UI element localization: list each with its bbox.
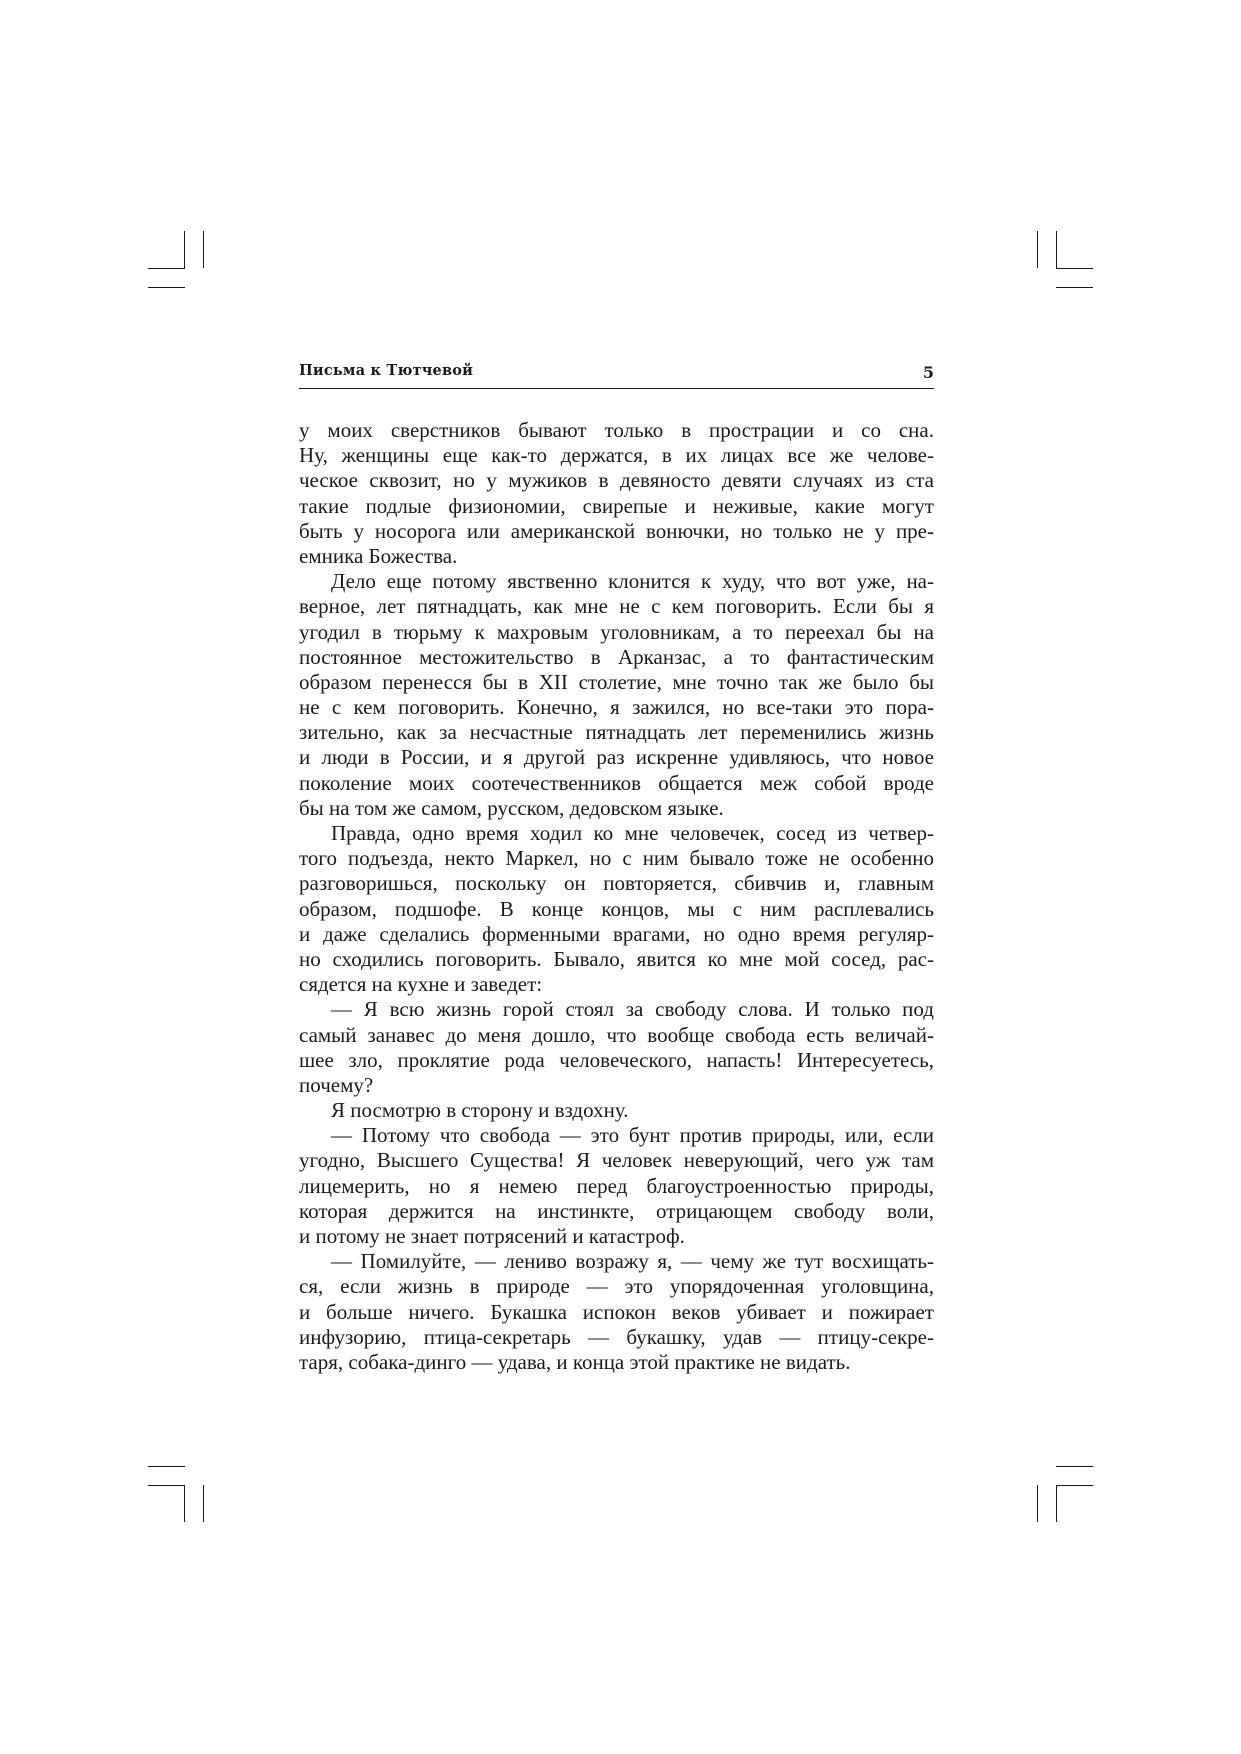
text-line: такие подлые физиономии, свирепые и неживые, какие могут xyxy=(299,493,934,518)
text-line: того подъезда, некто Маркел, но с ним бывало тоже не особенно xyxy=(299,846,934,871)
crop-mark xyxy=(1056,1485,1093,1486)
text-line: поколение моих соотечественников общается меж собой вроде xyxy=(299,770,934,795)
text-line: у моих сверстников бывают только в прострации и со сна. xyxy=(299,418,934,442)
crop-mark xyxy=(148,1466,185,1467)
text-line: быть у носорога или американской вонючки, но только не у пре- xyxy=(299,518,934,543)
paragraph-first-line: — Помилуйте, — лениво возражу я, — чему же тут восхищать- xyxy=(331,1249,934,1274)
paragraph-first-line: Дело еще потому явственно клонится к худу, что вот уже, на- xyxy=(331,569,934,594)
text-line: угодил в тюрьму к махровым уголовникам, а то переехал бы на xyxy=(299,619,934,644)
text-line: но сходились поговорить. Бывало, явится ко мне мой сосед, рас- xyxy=(299,946,934,971)
text-line: лицемерить, но я немею перед благоустроенностью природы, xyxy=(299,1173,934,1198)
crop-mark xyxy=(184,231,185,268)
text-line: зительно, как за несчастные пятнадцать лет переменились жизнь xyxy=(299,720,934,745)
text-line: не с кем поговорить. Конечно, я зажился, но все-таки это пора- xyxy=(299,695,934,720)
text-line: шее зло, проклятие рода человеческого, напасть! Интересуетесь, xyxy=(299,1047,934,1072)
text-line: образом, подшофе. В конце концов, мы с ним расплевались xyxy=(299,896,934,921)
text-line: угодно, Высшего Существа! Я человек неверующий, чего уж там xyxy=(299,1148,934,1173)
crop-mark xyxy=(203,1485,204,1522)
text-line: которая держится на инстинкте, отрицающем свободу воли, xyxy=(299,1198,934,1223)
crop-mark xyxy=(1056,231,1057,268)
text-line: емника Божества. xyxy=(299,543,458,568)
crop-mark xyxy=(184,1485,185,1522)
text-line: и даже сделались форменными врагами, но одно время регуляр- xyxy=(299,921,934,946)
text-line: и потому не знает потрясений и катастроф. xyxy=(299,1224,685,1248)
paragraph-first-line: Я посмотрю в сторону и вздохну. xyxy=(331,1098,629,1123)
text-line: самый занавес до меня дошло, что вообще свобода есть величай- xyxy=(299,1022,934,1047)
crop-mark xyxy=(203,231,204,268)
page-number: 5 xyxy=(922,363,934,382)
text-line: Ну, женщины еще как-то держатся, в их лицах все же челове- xyxy=(299,443,934,468)
crop-mark xyxy=(148,1485,185,1486)
text-line: ся, если жизнь в природе — это упорядоченная уголовщина, xyxy=(299,1274,934,1299)
text-line: разговоришься, поскольку он повторяется, сбивчив и, главным xyxy=(299,871,934,896)
crop-mark xyxy=(1056,1466,1093,1467)
crop-mark xyxy=(1056,268,1093,269)
text-line: сядется на кухне и заведет: xyxy=(299,972,543,997)
text-line: и больше ничего. Букашка испокон веков убивает и пожирает xyxy=(299,1299,934,1324)
text-line: и люди в России, и я другой раз искренне удивляюсь, что новое xyxy=(299,745,934,770)
body-text xyxy=(299,418,934,1375)
running-head xyxy=(299,358,934,389)
crop-mark xyxy=(148,268,185,269)
paragraph-first-line: Правда, одно время ходил ко мне человечек, сосед из четвер- xyxy=(331,821,934,845)
paragraph-first-line: — Потому что свобода — это бунт против природы, или, если xyxy=(331,1123,934,1148)
text-line: бы на том же самом, русском, дедовском языке. xyxy=(299,795,724,820)
crop-mark xyxy=(1056,1485,1057,1522)
crop-mark xyxy=(1056,287,1093,288)
text-line: постоянное местожительство в Арканзас, а то фантастическим xyxy=(299,644,934,669)
text-line: таря, собака-динго — удава, и конца этой практике не видать. xyxy=(299,1349,851,1374)
text-line: инфузорию, птица-секретарь — букашку, удав — птицу-секре- xyxy=(299,1324,934,1349)
text-line: почему? xyxy=(299,1072,374,1097)
running-title: Письма к Тютчевой xyxy=(299,362,474,379)
text-line: ческое сквозит, но у мужиков в девяносто девяти случаях из ста xyxy=(299,468,934,493)
text-line: образом перенесся бы в XII столетие, мне точно так же было бы xyxy=(299,669,934,694)
paragraph-first-line: — Я всю жизнь горой стоял за свободу слова. И только под xyxy=(331,997,934,1022)
text-line: верное, лет пятнадцать, как мне не с кем поговорить. Если бы я xyxy=(299,594,934,619)
crop-mark xyxy=(148,287,185,288)
crop-mark xyxy=(1037,1485,1038,1522)
crop-mark xyxy=(1037,231,1038,268)
